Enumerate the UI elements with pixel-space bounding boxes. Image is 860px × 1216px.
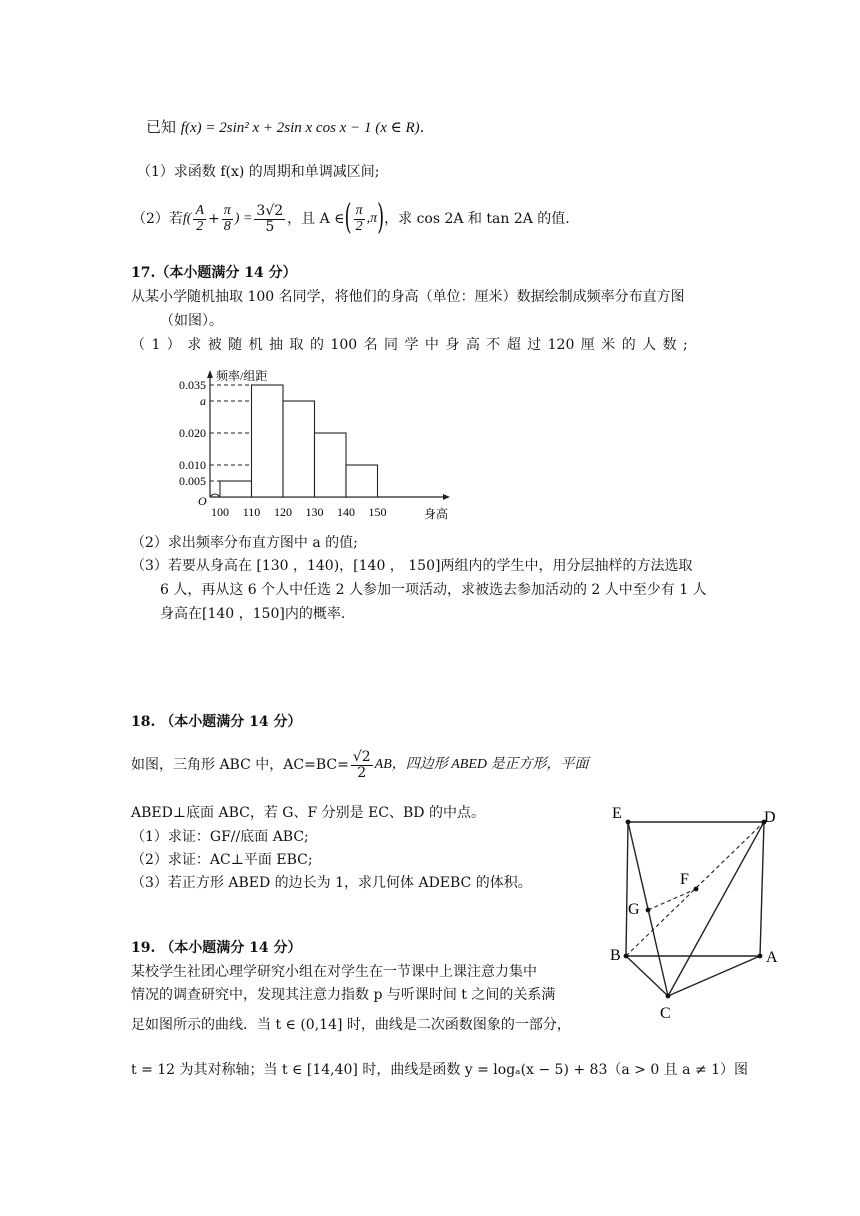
p18-question-3: （3）若正方形 ABED 的边长为 1，求几何体 ADEBC 的体积。 [131, 875, 532, 891]
p18-line1: 如图，三角形 ABC 中，AC=BC= $\frac{√2}{2}$ AB，四边形 ABED 是正方形，平面 [131, 749, 589, 781]
x-tick-label: 100 [211, 505, 229, 519]
label-A: A [766, 949, 778, 966]
p17-question-1: （ 1 ） 求 被 随 机 抽 取 的 100 名 同 学 中 身 高 不 超 过 120 厘 米 的 人 数 ; [131, 337, 688, 353]
p18-header: 18. （本小题满分 14 分） [131, 714, 302, 730]
p16-given: 已知 f(x) = 2sin² x + 2sin x cos x − 1 (x ∈ R). [146, 118, 425, 136]
label-B: B [610, 947, 621, 964]
p19-line4: t = 12 为其对称轴；当 t ∈ [14,40] 时，曲线是函数 y = logₐ(x − 5) + 83（a > 0 且 a ≠ 1）图 [131, 1062, 749, 1078]
label-F: F [680, 871, 689, 888]
p18-question-2: （2）求证：AC⊥平面 EBC; [131, 852, 313, 868]
p17-question-3-line2: 6 人，再从这 6 个人中任选 2 人参加一项活动，求被选去参加活动的 2 人中至少有 1 人 [160, 582, 707, 598]
y-tick-label: a [200, 394, 206, 408]
geometry-figure [604, 798, 794, 1024]
label-C: C [660, 1005, 671, 1022]
x-tick-label: 120 [274, 505, 292, 519]
p18-question-1: （1）求证：GF//底面 ABC; [131, 829, 309, 845]
histogram-bar [220, 481, 252, 497]
label-G: G [628, 901, 640, 918]
p17-intro-line2: （如图）。 [160, 313, 223, 329]
p17-intro-line1: 从某小学随机抽取 100 名同学，将他们的身高（单位：厘米）数据绘制成频率分布直方图 [131, 289, 685, 305]
histogram-bar [346, 465, 378, 497]
histogram-bar [283, 401, 315, 497]
p17-question-3-line3: 身高在[140 ，150]内的概率. [160, 606, 346, 622]
y-tick-label: 0.020 [179, 426, 206, 440]
x-axis-label: 身高 [424, 507, 449, 521]
p17-question-3-line1: （3）若要从身高在 [130 ，140)，[140 ， 150]两组内的学生中，用分层抽样的方法选取 [131, 558, 693, 574]
histogram-chart [158, 366, 458, 524]
p18-line2: ABED⊥底面 ABC，若 G、F 分别是 EC、BD 的中点。 [131, 805, 485, 821]
label-E: E [612, 805, 622, 822]
y-tick-label: 0.010 [179, 458, 206, 472]
y-tick-label: 0.005 [179, 474, 206, 488]
p17-header: 17.（本小题满分 14 分） [131, 265, 297, 281]
p16-question-2: （2）若 f( $\frac{A}{2}$ + $\frac{\pi}{8}$ ) = $\frac{3√2}{5}$ ，且 A ∈ ( $\frac{\pi}{2}$ ,π ) ，求 cos 2A 和 tan 2A 的值. [132, 198, 570, 239]
p17-question-2: （2）求出频率分布直方图中 a 的值; [131, 535, 358, 551]
origin-label: O [198, 494, 207, 508]
histogram-bar [315, 433, 347, 497]
x-tick-label: 140 [337, 505, 355, 519]
x-tick-label: 110 [242, 505, 261, 519]
y-tick-label: 0.035 [179, 378, 206, 392]
p19-line2: 情况的调查研究中，发现其注意力指数 p 与听课时间 t 之间的关系满 [131, 987, 556, 1003]
p19-line3: 足如图所示的曲线．当 t ∈ (0,14] 时，曲线是二次函数图象的一部分， [131, 1017, 571, 1033]
p19-header: 19. （本小题满分 14 分） [131, 940, 302, 956]
p16-question-1: （1）求函数 f(x) 的周期和单调减区间; [137, 164, 380, 180]
x-tick-label: 150 [368, 505, 387, 519]
p19-line1: 某校学生社团心理学研究小组在对学生在一节课中上课注意力集中 [131, 964, 537, 980]
y-axis-label: 频率/组距 [216, 369, 268, 383]
histogram-bar [252, 385, 284, 497]
x-tick-label: 130 [305, 505, 324, 519]
label-D: D [764, 809, 776, 826]
